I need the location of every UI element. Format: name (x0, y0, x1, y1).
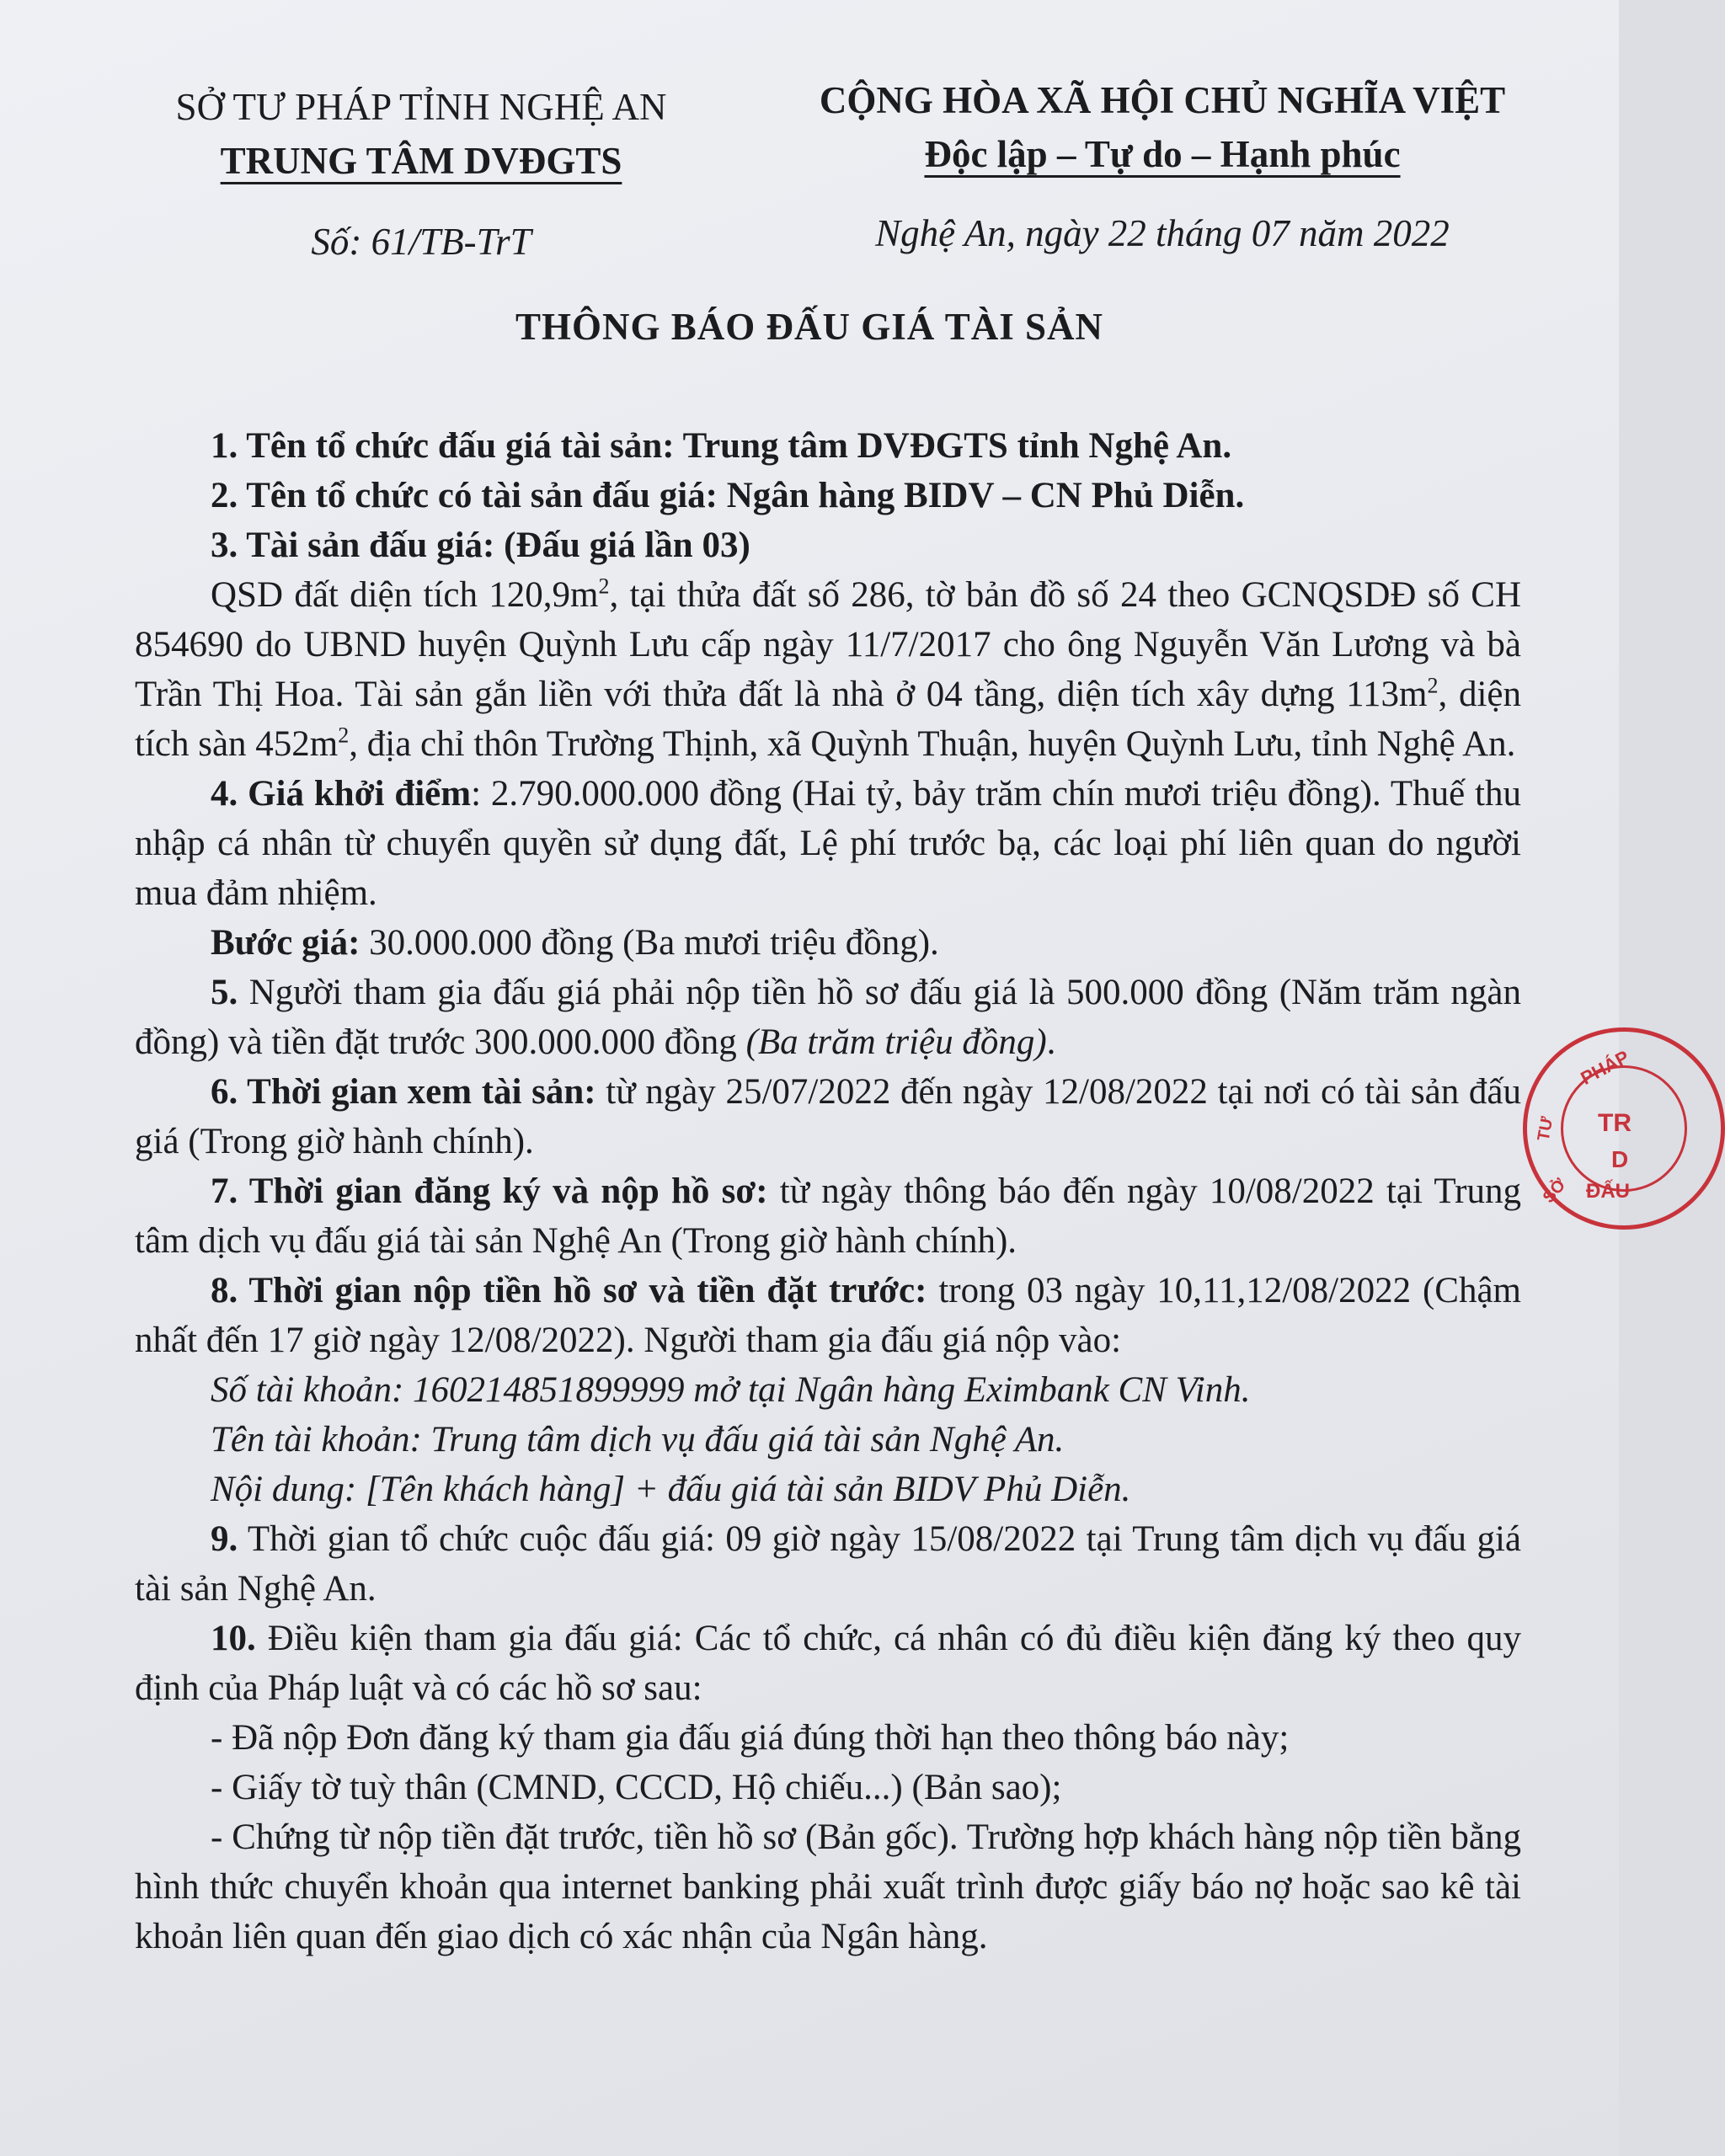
account-number: Số tài khoản: 160214851899999 mở tại Ngân hàng Eximbank CN Vinh. (211, 1370, 1251, 1410)
bid-step: Bước giá: 30.000.000 đồng (Ba mươi triệu đồng). (211, 923, 939, 963)
item-6: 6. Thời gian xem tài sản: từ ngày 25/07/2022 đến ngày 12/08/2022 tại nơi có tài sản đấu giá (Trong giờ hành chính). (135, 1072, 1522, 1161)
national-title: CỘNG HÒA XÃ HỘI CHỦ NGHĨA VIỆT (819, 79, 1506, 121)
seal-text-middle: D (1611, 1146, 1629, 1172)
national-motto: Độc lập – Tự do – Hạnh phúc (924, 133, 1401, 175)
item-2: 2. Tên tổ chức có tài sản đấu giá: Ngân hàng BIDV – CN Phủ Diễn. (211, 476, 1245, 515)
item-5: 5. Người tham gia đấu giá phải nộp tiền hồ sơ đấu giá là 500.000 đồng (Năm trăm ngàn đồng) và tiền đặt trước 300.000.000 đồng (Ba trăm triệu đồng). (135, 973, 1521, 1062)
document-date: Nghệ An, ngày 22 tháng 07 năm 2022 (875, 212, 1450, 254)
transfer-content: Nội dung: [Tên khách hàng] + đấu giá tài sản BIDV Phủ Diễn. (211, 1470, 1131, 1509)
requirement-1: - Đã nộp Đơn đăng ký tham gia đấu giá đúng thời hạn theo thông báo này; (211, 1718, 1290, 1758)
seal-text-top: PHÁP (1577, 1046, 1633, 1089)
requirement-2: - Giấy tờ tuỳ thân (CMND, CCCD, Hộ chiếu...) (Bản sao); (211, 1768, 1062, 1807)
item-9: 9. Thời gian tổ chức cuộc đấu giá: 09 giờ ngày 15/08/2022 tại Trung tâm dịch vụ đấu giá tài sản Nghệ An. (135, 1519, 1521, 1609)
item-8: 8. Thời gian nộp tiền hồ sơ và tiền đặt trước: trong 03 ngày 10,11,12/08/2022 (Chậm nhất đến 17 giờ ngày 12/08/2022). Người tham gia đấu giá nộp vào: (135, 1271, 1521, 1360)
document-number: Số: 61/TB-TrT (311, 221, 531, 263)
issuing-center: TRUNG TÂM DVĐGTS (220, 140, 622, 182)
seal-text-left: TƯ (1534, 1115, 1557, 1143)
document-header (0, 74, 1619, 276)
item-3-description: QSD đất diện tích $120,9m^2$, tại thửa đất số 286, tờ bản đồ số 24 theo GCNQSDĐ số CH 854690 do UBND huyện Quỳnh Lưu cấp ngày 11/7/2017 cho ông Nguyễn Văn Lương và bà Trần Thị Hoa. Tài sản gắn liền với thửa đất là nhà ở 04 tầng, diện tích xây dựng $113m^2$, diện tích sàn $452m^2$, địa chỉ thôn Trường Thịnh, xã Quỳnh Thuận, huyện Quỳnh Lưu, tỉnh Nghệ An. (135, 574, 1521, 764)
seal-text-lower-left: SỞ (1539, 1175, 1571, 1207)
item-1: 1. Tên tổ chức đấu giá tài sản: Trung tâm DVĐGTS tỉnh Nghệ An. (211, 426, 1232, 466)
issuing-department: SỞ TƯ PHÁP TỈNH NGHỆ AN (175, 86, 667, 128)
requirement-3: - Chứng từ nộp tiền đặt trước, tiền hồ sơ (Bản gốc). Trường hợp khách hàng nộp tiền bằng hình thức chuyển khoản qua internet banking phải xuất trình được giấy báo nợ hoặc sao kê tài khoản liên quan đến giao dịch có xác nhận của Ngân hàng. (135, 1817, 1521, 1956)
item-3-heading: 3. Tài sản đấu giá: (Đấu giá lần 03) (211, 526, 750, 565)
document-body (135, 421, 1521, 1961)
item-7: 7. Thời gian đăng ký và nộp hồ sơ: từ ngày thông báo đến ngày 10/08/2022 tại Trung tâm dịch vụ đấu giá tài sản Nghệ An (Trong giờ hành chính). (135, 1171, 1521, 1261)
account-name: Tên tài khoản: Trung tâm dịch vụ đấu giá tài sản Nghệ An. (211, 1420, 1065, 1460)
document-title: THÔNG BÁO ĐẤU GIÁ TÀI SẢN (515, 306, 1104, 348)
item-4: 4. Giá khởi điểm: 2.790.000.000 đồng (Hai tỷ, bảy trăm chín mươi triệu đồng). Thuế thu nhập cá nhân từ chuyển quyền sử dụng đất, Lệ phí trước bạ, các loại phí liên quan do người mua đảm nhiệm. (135, 774, 1521, 913)
item-10: 10. Điều kiện tham gia đấu giá: Các tổ chức, cá nhân có đủ điều kiện đăng ký theo quy định của Pháp luật và có các hồ sơ sau: (135, 1619, 1521, 1708)
seal-text-center: TR (1598, 1109, 1632, 1137)
official-seal-stamp (1523, 1027, 1725, 1230)
seal-text-bottom: ĐẤU (1586, 1180, 1630, 1203)
